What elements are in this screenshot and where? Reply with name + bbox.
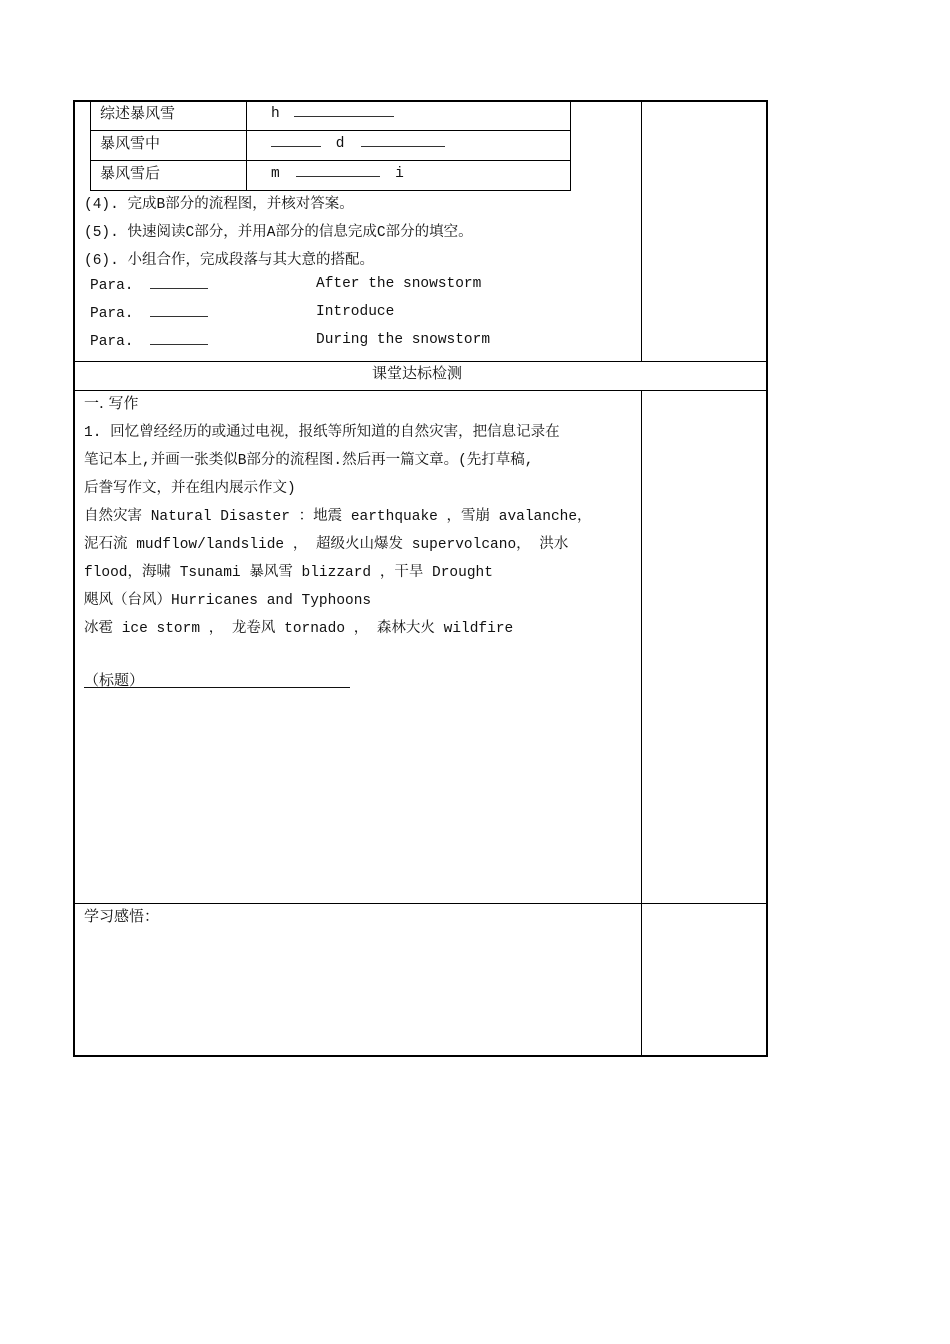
para-label: Para.	[90, 306, 134, 322]
inner-row-fill[interactable]	[271, 134, 445, 152]
vocab-line: 冰雹 ice storm ， 龙卷风 tornado ， 森林大火 wildfire	[84, 621, 514, 637]
vocab-line: 自然灾害 Natural Disaster ：地震 earthquake ，雪崩 avalanche，	[84, 509, 592, 525]
column-divider-top	[641, 100, 642, 361]
para-blank[interactable]	[150, 332, 208, 345]
fill-letter: h	[271, 106, 280, 122]
section-header: 课堂达标检测	[372, 364, 463, 382]
fill-blank[interactable]	[361, 134, 445, 147]
fill-blank[interactable]	[271, 134, 321, 147]
para-label: Para.	[90, 278, 134, 294]
inner-row-label: 暴风雪中	[100, 134, 161, 152]
writing-heading: 一. 写作	[84, 394, 139, 412]
inner-row-label: 暴风雪后	[100, 164, 161, 182]
vocab-line: 飓风（台风）Hurricanes and Typhoons	[84, 593, 372, 609]
title-prompt-label: （标题）	[84, 671, 145, 689]
para-label: Para.	[90, 334, 134, 350]
step-4: (4). 完成B部分的流程图，并核对答案。	[84, 197, 354, 213]
inner-border-mid	[246, 100, 247, 191]
fill-letter: d	[335, 136, 345, 152]
fill-letter: m	[271, 166, 280, 182]
step-6: (6). 小组合作，完成段落与其大意的搭配。	[84, 253, 375, 269]
step-5: (5). 快速阅读C部分，并用A部分的信息完成C部分的填空。	[84, 225, 473, 241]
para-blank[interactable]	[150, 304, 208, 317]
inner-row-line-2	[90, 160, 571, 161]
matching-meaning: Introduce	[316, 304, 395, 320]
outer-border-top	[73, 100, 768, 102]
inner-row-label: 综述暴风雪	[100, 104, 176, 122]
title-prompt[interactable]	[84, 669, 350, 688]
column-divider-bottom	[641, 903, 642, 1056]
column-divider-mid	[641, 390, 642, 903]
inner-border-right	[570, 100, 571, 191]
writing-task-line: 后誊写作文，并在组内展示作文)	[84, 481, 296, 497]
outer-border-left	[73, 100, 75, 1057]
matching-para	[90, 276, 208, 294]
reflection-writing-area[interactable]	[80, 930, 635, 1050]
inner-border-left	[90, 100, 91, 191]
row-divider-2	[73, 390, 768, 391]
matching-meaning: During the snowstorm	[316, 332, 491, 348]
vocab-line: 泥石流 mudflow/landslide ， 超级火山爆发 supervolcano， 洪水	[84, 537, 569, 553]
vocab-line: flood，海啸 Tsunami 暴风雪 blizzard ，干旱 Drought	[84, 565, 493, 581]
writing-task-line: 1. 回忆曾经经历的或通过电视，报纸等所知道的自然灾害，把信息记录在	[84, 425, 560, 441]
para-blank[interactable]	[150, 276, 208, 289]
outer-border-bottom	[73, 1055, 768, 1057]
inner-row-line-3	[90, 190, 571, 191]
fill-blank[interactable]	[294, 104, 394, 117]
matching-para	[90, 332, 208, 350]
row-divider-3	[73, 903, 768, 904]
essay-writing-area[interactable]	[80, 695, 635, 895]
matching-para	[90, 304, 208, 322]
fill-letter: i	[395, 166, 404, 182]
inner-row-fill[interactable]	[271, 164, 404, 182]
inner-row-fill[interactable]	[271, 104, 394, 122]
writing-task-line: 笔记本上,并画一张类似B部分的流程图.然后再一篇文章。(先打草稿,	[84, 453, 534, 469]
matching-meaning: After the snowstorm	[316, 276, 482, 292]
outer-border-right	[766, 100, 768, 1057]
reflection-label: 学习感悟：	[84, 907, 160, 925]
inner-row-line-1	[90, 130, 571, 131]
fill-blank[interactable]	[296, 164, 380, 177]
